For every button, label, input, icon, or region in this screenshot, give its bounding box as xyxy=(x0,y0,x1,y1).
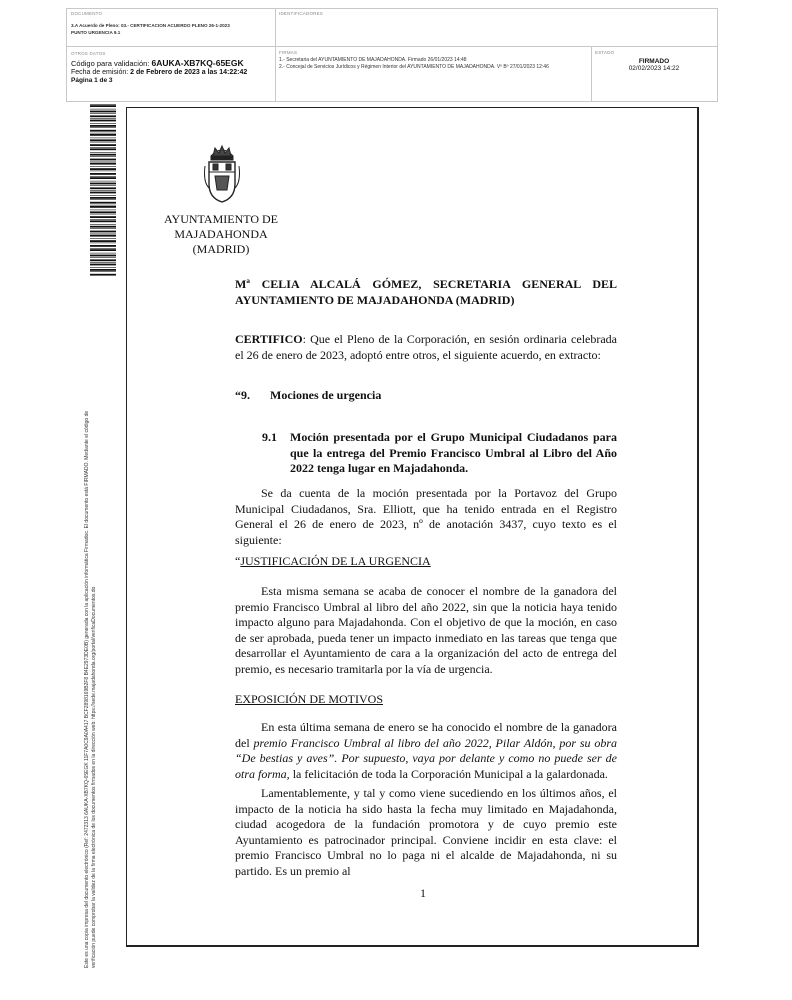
firma-2: 2.- Concejal de Servicios Jurídicos y Régimen Interior del AYUNTAMIENTO DE MAJADAHONDA. Vº Bº 27/01/2023 12:46 xyxy=(279,64,549,70)
firmas-label: FIRMAS xyxy=(279,50,298,55)
coat-of-arms-icon xyxy=(203,142,241,206)
side-text-line-2: verificación puede comprobar la validez de la firma electrónica de los documentos firmados en la dirección web: https://sede.majadahonda.org/portal/verificaDocumentos.do xyxy=(91,586,97,968)
codigo-validacion xyxy=(71,59,271,68)
estado-value: FIRMADO xyxy=(638,58,670,65)
paragraph-4: Lamentablemente, y tal y como viene sucediendo en los últimos años, el impacto de la noticia ha sido hasta la fecha muy limitado en Majadahonda, ciudad acogedora de la fundación promotora y de cuyo premio este Ayuntamiento es patrocinador principal. Conviene incidir en esta clave: el premio Francisco Umbral no lo paga ni el alcalde de Majadahonda, ni su partido. Es un premio al xyxy=(235,786,617,878)
certifico-text: : Que el Pleno de la Corporación, en sesión ordinaria celebrada el 26 de enero de 2023, adoptó entre otros, el siguiente acuerdo, en extracto: xyxy=(235,332,617,362)
paragraph-3-italic: premio Francisco Umbral al libro del año 2022, Pilar Aldón, por su obra “De bestias y aves”. Por supuesto, vaya por delante y como no puede ser de otra forma, xyxy=(235,735,617,781)
letterhead-line-3: (MADRID) xyxy=(192,242,250,256)
pagina-info: Página 1 de 3 xyxy=(71,77,113,84)
documento-value: 3.A Acuerdo de Pleno: 03.- CERTIFICACION ACUERDO PLENO 26-1-2023 PUNTO URGENCIA 9.1 xyxy=(71,23,230,35)
verification-side-text xyxy=(84,208,98,968)
justificacion-heading xyxy=(235,554,617,570)
paragraph-3 xyxy=(235,720,617,782)
fecha-emision xyxy=(71,68,271,77)
subsection-title: Moción presentada por el Grupo Municipal Ciudadanos para que la entrega del Premio Francisco Umbral al Libro del Año 2022 tenga lugar en Majadahonda. xyxy=(290,430,617,475)
estado-cell xyxy=(591,48,717,74)
quote-mark: “ xyxy=(235,554,241,568)
fecha-value: 2 de Febrero de 2023 a las 14:22:42 xyxy=(130,69,248,76)
exposicion-title: EXPOSICIÓN DE MOTIVOS xyxy=(235,692,384,706)
identificadores-label: IDENTIFICADORES xyxy=(279,11,324,16)
certifico-paragraph xyxy=(235,332,617,363)
otros-datos-cell xyxy=(67,49,275,87)
subsection-number: 9.1 xyxy=(262,430,277,444)
document-heading: Mª CELIA ALCALÁ GÓMEZ, SECRETARIA GENERAL DEL AYUNTAMIENTO DE MAJADAHONDA (MADRID) xyxy=(235,277,617,307)
firma-1: 1.- Secretaria del AYUNTAMIENTO DE MAJADAHONDA. Firmado 26/01/2023 14:48 xyxy=(279,57,467,63)
identificadores-cell xyxy=(275,9,717,18)
page-number: 1 xyxy=(420,886,426,900)
firmas-cell xyxy=(275,48,591,73)
justificacion-title: JUSTIFICACIÓN DE LA URGENCIA xyxy=(240,554,431,568)
estado-date: 02/02/2023 14:22 xyxy=(628,65,680,72)
fecha-prefix: Fecha de emisión: xyxy=(71,69,129,76)
section-heading xyxy=(235,388,617,404)
codigo-value: 6AUKA-XB7KQ-65EGK xyxy=(151,58,244,68)
paragraph-3-end: la felicitación de toda la Corporación Municipal a la galardonada. xyxy=(289,766,608,781)
subsection-heading xyxy=(262,430,617,477)
section-number: “9. xyxy=(235,388,250,402)
section-title: Mociones de urgencia xyxy=(270,388,382,402)
paragraph-3-start: En esta última semana de enero se ha conocido el nombre de la ganadora del xyxy=(235,720,617,750)
codigo-prefix: Código para validación: xyxy=(71,59,150,68)
estado-label: ESTADO xyxy=(595,50,615,55)
document-header-table xyxy=(66,8,718,102)
letterhead-line-2: MAJADAHONDA xyxy=(174,227,268,241)
documento-label: DOCUMENTO xyxy=(71,11,103,16)
letterhead-line-1: AYUNTAMIENTO DE xyxy=(163,212,279,226)
paragraph-2: Esta misma semana se acaba de conocer el nombre de la ganadora del premio Francisco Umbral al libro del año 2022, sin que la noticia haya tenido impacto alguno para Majadahonda. Con el objetivo de que la moción, en caso de ser aprobada, pueda tener un impacto inmediato en las tareas que tenga que desarrollar el Ayuntamiento de cara a la organización del acto de entrega del premio, es necesario tramitarla por la vía de urgencia. xyxy=(235,584,617,676)
letterhead xyxy=(150,212,292,257)
certifico-label: CERTIFICO xyxy=(235,332,303,346)
documento-cell xyxy=(67,9,275,38)
paragraph-1: Se da cuenta de la moción presentada por la Portavoz del Grupo Municipal Ciudadanos, Sra. Elliott, que ha tenido entrada en el Registro General el 26 de enero de 2023, nº de anotación 3437, cuyo texto es el siguiente: xyxy=(235,486,617,547)
side-text-line-1: Este es una copia impresa del documento electrónico (Ref: 2472313 6AUKA-XB7KQ-65EGK 11F7A0C9A0A417 BCF2898169B2F8 B4E2973DE0B) generada con la aplicación informática Firmadoc. El documento está FIRMADO. Mediante el código de xyxy=(84,410,90,968)
otros-datos-label: OTROS DATOS xyxy=(71,51,106,56)
divider xyxy=(67,46,717,47)
